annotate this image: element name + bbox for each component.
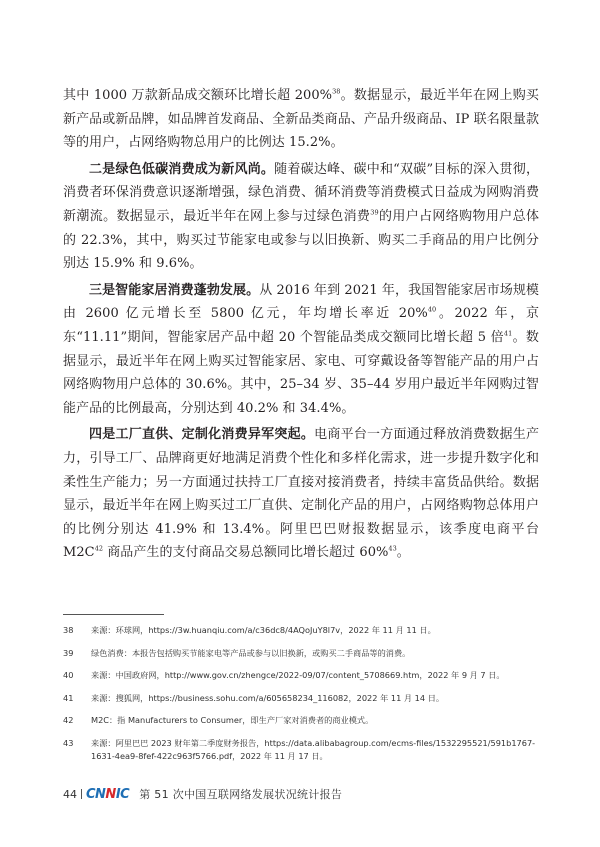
report-title: 第 51 次中国互联网络发展状况统计报告 (139, 788, 343, 801)
footnote-number: 39 (63, 647, 74, 658)
footnote-ref-43[interactable]: 43 (388, 544, 397, 553)
p4-lead-heading: 四是工厂直供、定制化消费异军突起。 (89, 427, 315, 443)
footnote-ref-42[interactable]: 42 (94, 544, 104, 553)
p2-before: 随着碳达峰、碳中和“双碳”目标的深入贯彻，消费者环保消费意识逐渐增强，绿色消费、循环消费等消费模式日益成为网购消费新潮流。数据显示，最近半年在网上参与过绿色消费 (63, 161, 540, 224)
p4-before: 电商平台一方面通过释放消费数据生产力，引导工厂、品牌商更好地满足消费个性化和多样化需求，进一步提升数字化和柔性生产能力；另一方面通过扶持工厂直接对接消费者，持续丰富货品供给。数据显示，最近半年在网上购买过工厂直供、定制化产品的用户，占网络购物总体用户的比例分别达 41.9% 和 13.4%。阿里巴巴财报数据显示，该季度电商平台 M2C (63, 427, 539, 561)
footnote-text: 绿色消费：本报告包括购买节能家电等产品或参与以旧换新，或购买二手商品等的消费。 (91, 647, 411, 658)
footnote-ref-40[interactable]: 40 (427, 306, 437, 315)
p4-after: 。 (396, 545, 410, 561)
p1-after: 。数据显示，最近半年在网上购买新产品或新品牌，如品牌首发商品、全新品类商品、产品升级商品、IP 联名限量款等的用户，占网络购物总用户的比例达 15.2%。 (63, 88, 539, 151)
paragraph-2 (63, 158, 539, 276)
footnote-item (63, 714, 539, 727)
footnote-number: 43 (63, 737, 74, 748)
p3-after: 。数据显示，最近半年在网上购买过智能家居、家电、可穿戴设备等智能产品的用户占网络购物用户总体的 30.6%。其中，25–34 岁、35–44 岁用户最近半年网购过智能产品的比例最高，分别达到 40.2% 和 34.4%。 (63, 329, 539, 416)
footnote-item (63, 624, 539, 637)
logo-part-ic: IC (115, 786, 130, 802)
footer-separator (81, 789, 82, 799)
cnnic-logo (86, 787, 129, 802)
p4-middle: 商品产生的支付商品交易总额同比增长超过 60% (103, 545, 389, 561)
paragraph-3 (63, 279, 539, 421)
footnote-text: M2C：指 Manufacturers to Consumer，即生产厂家对消费者的商业模式。 (91, 715, 374, 725)
footnote-number: 40 (63, 670, 74, 680)
footnote-text: 来源：搜狐网，https://business.sohu.com/a/605658234_116082，2022 年 11 月 14 日。 (91, 692, 445, 703)
page-number: 44 (63, 787, 77, 801)
p3-before: 从 2016 年到 2021 年，我国智能家居市场规模由 2600 亿元增长至 5800 亿元，年均增长率近 20% (63, 282, 539, 322)
p3-middle: 。2022 年，京东“11.11”期间，智能家居产品中超 20 个智能品类成交额同比增长超 5 倍 (63, 306, 539, 345)
footnote-item (63, 737, 539, 763)
footnote-item (63, 647, 539, 660)
footnote-number: 42 (63, 715, 74, 725)
paragraph-1 (63, 84, 539, 155)
logo-part-n: N (105, 786, 116, 802)
footnote-text: 来源：环球网，https://3w.huanqiu.com/a/c36dc8/4AQoJuY8l7v，2022 年 11 月 11 日。 (91, 625, 436, 635)
main-text (63, 84, 539, 565)
p2-lead-heading: 二是绿色低碳消费成为新风尚。 (89, 161, 275, 177)
footnote-text: 来源：阿里巴巴 2023 财年第二季度财务报告，https://data.alibabagroup.com/ecms-files/1532295521/591b1767-1631-4ea9-8fef-422c963f5766.pdf，2022 年 11 月 17 日。 (91, 737, 536, 761)
footnote-number: 38 (63, 625, 74, 635)
p1-text: 其中 1000 万款新品成交额环比增长超 200% (63, 88, 333, 103)
p2-after: 的用户占网络购物用户总体的 22.3%，其中，购买过节能家电或参与以旧换新、购买二手商品的用户比例分别达 15.9% 和 9.6%。 (63, 208, 539, 272)
p3-lead-heading: 三是智能家居消费蓬勃发展。 (89, 282, 260, 298)
footnote-text: 来源：中国政府网，http://www.gov.cn/zhengce/2022-09/07/content_5708669.htm，2022 年 9 月 7 日。 (91, 670, 505, 680)
page-footer (63, 785, 342, 803)
footnote-item (63, 692, 539, 705)
footnote-ref-39[interactable]: 39 (370, 208, 379, 217)
logo-part-cn: CN (86, 786, 106, 802)
footnote-ref-38[interactable]: 38 (332, 87, 341, 96)
footnotes (63, 624, 539, 772)
footnote-divider (63, 614, 164, 615)
footnote-item (63, 669, 539, 682)
paragraph-4 (63, 423, 539, 565)
footnote-ref-41[interactable]: 41 (503, 329, 513, 338)
footnote-number: 41 (63, 692, 74, 703)
